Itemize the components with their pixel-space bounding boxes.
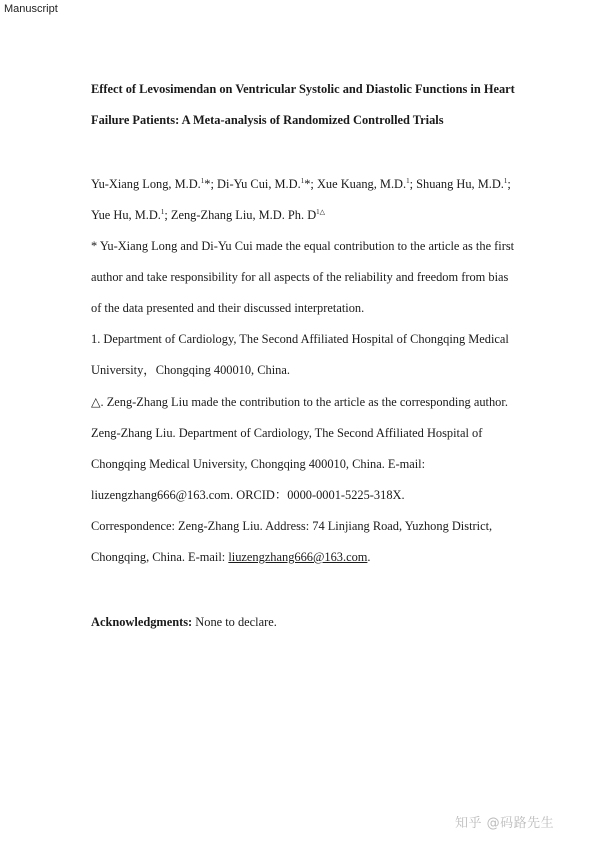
author-name: Zeng-Zhang Liu, M.D. Ph. D bbox=[170, 208, 317, 222]
equal-contribution-mark: *; bbox=[204, 177, 218, 191]
author-separator: ; bbox=[409, 177, 417, 191]
note-line: liuzengzhang666@163.com. ORCID：0000-0001-5225-318X. bbox=[91, 488, 405, 502]
note-line: Chongqing Medical University, Chongqing 400010, China. E-mail: bbox=[91, 457, 426, 471]
note-line: of the data presented and their discussed interpretation. bbox=[91, 301, 365, 315]
title-line-2: Failure Patients: A Meta-analysis of Randomized Controlled Trials bbox=[91, 113, 444, 127]
note-line: △. Zeng-Zhang Liu made the contribution to the article as the corresponding author. bbox=[91, 395, 508, 409]
author-affiliation-mark: 1 bbox=[406, 176, 410, 185]
note-line: Zeng-Zhang Liu. Department of Cardiology, The Second Affiliated Hospital of bbox=[91, 426, 483, 440]
acknowledgments-text: None to declare. bbox=[192, 615, 277, 629]
title-line-1: Effect of Levosimendan on Ventricular Systolic and Diastolic Functions in Heart bbox=[91, 82, 515, 96]
note-line: 1. Department of Cardiology, The Second Affiliated Hospital of Chongqing Medical bbox=[91, 332, 509, 346]
corresponding-author-note bbox=[91, 387, 521, 511]
note-line: University，Chongqing 400010, China. bbox=[91, 363, 290, 377]
author-name: Yue Hu, M.D. bbox=[91, 208, 161, 222]
author-affiliation-mark: 1 bbox=[200, 176, 205, 185]
author-affiliation-mark: 1 bbox=[503, 176, 508, 185]
note-line: author and take responsibility for all aspects of the reliability and freedom from bias bbox=[91, 270, 509, 284]
correspondence-email-link[interactable]: liuzengzhang666@163.com bbox=[228, 550, 368, 564]
author-name: Yu-Xiang Long, M.D. bbox=[91, 177, 201, 191]
author-name: Xue Kuang, M.D. bbox=[316, 177, 407, 191]
note-line: Correspondence: Zeng-Zhang Liu. Address: 74 Linjiang Road, Yuzhong District, bbox=[91, 519, 493, 533]
author-list bbox=[91, 169, 521, 231]
author-separator: ; bbox=[507, 177, 511, 191]
author-affiliation-mark: 1△ bbox=[316, 207, 326, 216]
author-separator: ; bbox=[164, 208, 171, 222]
acknowledgments-label: Acknowledgments: bbox=[91, 615, 193, 629]
author-name: Shuang Hu, M.D. bbox=[416, 177, 504, 191]
paper-title bbox=[91, 74, 531, 136]
author-affiliation-mark: 1 bbox=[160, 207, 165, 216]
affiliation-note bbox=[91, 324, 521, 386]
equal-contribution-note bbox=[91, 231, 521, 324]
manuscript-label: Manuscript bbox=[4, 3, 58, 15]
watermark: 知乎 @码路先生 bbox=[455, 816, 555, 831]
acknowledgments bbox=[91, 607, 521, 638]
correspondence-note bbox=[91, 511, 521, 573]
author-name: Di-Yu Cui, M.D. bbox=[217, 177, 301, 191]
equal-contribution-mark: *; bbox=[304, 177, 317, 191]
author-affiliation-mark: 1 bbox=[300, 176, 305, 185]
note-line: Chongqing, China. E-mail: bbox=[91, 550, 229, 564]
note-line: * Yu-Xiang Long and Di-Yu Cui made the equal contribution to the article as the first bbox=[91, 239, 515, 253]
note-line: . bbox=[367, 550, 371, 564]
